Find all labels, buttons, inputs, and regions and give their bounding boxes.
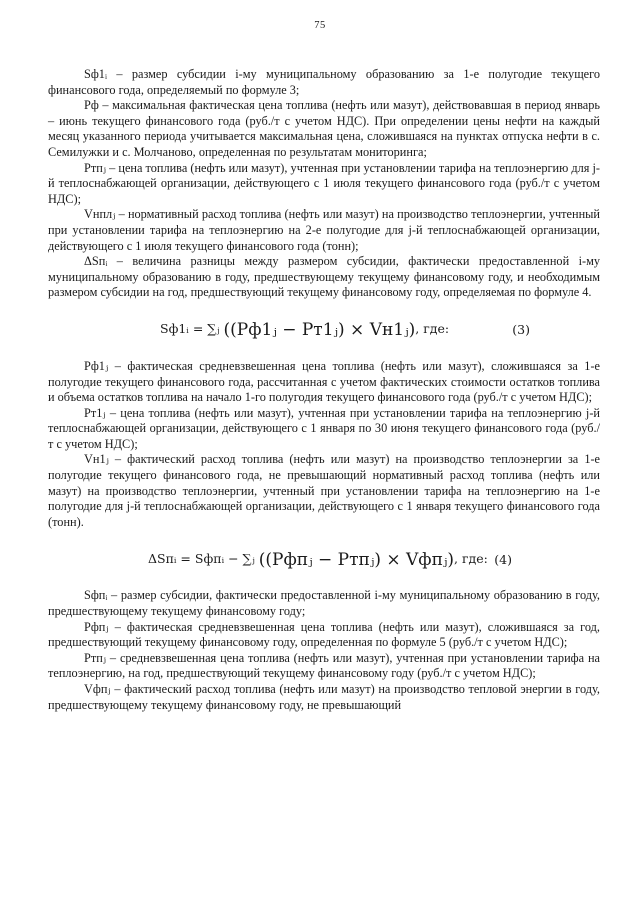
term: Pфпⱼ xyxy=(84,619,109,634)
definition-vnpl xyxy=(48,207,600,254)
formula-3-equals: = xyxy=(192,321,204,337)
definition-delta-sp xyxy=(48,254,600,301)
definition-ptp xyxy=(48,161,600,208)
formula-3 xyxy=(48,301,600,359)
document-body xyxy=(48,67,600,713)
formula-4-expression xyxy=(148,551,488,569)
term: Pф xyxy=(84,98,99,113)
term: Sф1ᵢ xyxy=(84,67,107,81)
dash: – xyxy=(109,160,116,175)
definition-text: фактический расход топлива (нефть или мазут) на производство теплоэнергии за 1-е полугодие текущего финансового года, не превышающий нормативный расход топлива (нефть или мазут) на производство теплоэнергии, учтенный при установлении тарифа на теплоэнергию на 1-е полугодие для j-й теплоснабжающей организации, действующего с 1 января текущего финансового года (тонн). xyxy=(48,452,601,529)
term: Pт1ⱼ xyxy=(84,405,106,420)
term: ΔSпᵢ xyxy=(84,254,108,269)
formula-4-tail: , где: xyxy=(454,550,488,566)
term: Sфпᵢ xyxy=(84,588,108,603)
formula-4-number: (4) xyxy=(494,551,512,567)
term: Pтпⱼ xyxy=(84,650,107,665)
dash: – xyxy=(114,452,122,467)
definition-text: фактический расход топлива (нефть или мазут) на производство тепловой энергии в году, предшествующему текущему финансовому году, не превышающий xyxy=(48,682,600,712)
dash: – xyxy=(116,254,123,269)
dash: – xyxy=(111,588,118,603)
formula-3-expression xyxy=(160,321,449,339)
definition-pt1 xyxy=(48,406,600,453)
formula-4-first-term: Sфпᵢ xyxy=(194,550,225,566)
term: Vфпⱼ xyxy=(84,682,111,696)
definition-pf xyxy=(48,98,600,160)
formula-3-sum: ∑ⱼ xyxy=(207,321,220,337)
definition-pf1 xyxy=(48,359,600,406)
definition-text: размер субсидии, фактически предоставленной i-му муниципальному образованию в году, предшествующему текущему финансовому году; xyxy=(48,588,600,619)
term: Vн1ⱼ xyxy=(84,452,109,467)
dash: – xyxy=(114,619,121,634)
dash: – xyxy=(102,98,109,113)
definition-text: средневзвешенная цена топлива (нефть или мазут), учтенная при установлении тарифа на теплоэнергию, на год, предшествующий текущему финансовому году (руб./т с учетом НДС); xyxy=(48,650,600,681)
definition-text: нормативный расход топлива (нефть или мазут) на производство теплоэнергии, учтенный при установлении тарифа на теплоэнергию на 2-е полугодие для j-й теплоснабжающей организации, действующего с 1 июля текущего финансового года (тонн); xyxy=(48,207,600,253)
dash: – xyxy=(109,405,117,420)
dash: – xyxy=(118,207,125,222)
definition-sf1 xyxy=(48,67,600,98)
definition-text: фактическая средневзвешенная цена топлива (нефть или мазут), сложившаяся за 1-е полугодие текущего финансового года, рассчитанная с учетом фактических стоимости остатков топлива и объема остатков топлива на начало 1-го полугодия текущего финансового года (руб./т с учетом НДС); xyxy=(48,358,601,405)
formula-4-lhs: ΔSпᵢ xyxy=(148,550,177,566)
formula-3-tail: , где: xyxy=(415,321,450,337)
definition-pfp xyxy=(48,620,600,651)
definition-vfp xyxy=(48,682,600,713)
formula-3-lhs: Sф1ᵢ xyxy=(160,321,189,337)
formula-4 xyxy=(48,530,600,588)
formula-3-number: (3) xyxy=(512,322,530,338)
term: Vнплⱼ xyxy=(84,207,116,222)
term: Pф1ⱼ xyxy=(84,358,109,373)
formula-4-minus: − xyxy=(228,550,239,566)
formula-4-equals: = xyxy=(180,550,191,566)
dash: – xyxy=(116,67,123,81)
dash: – xyxy=(114,682,121,696)
formula-4-sum: ∑ⱼ xyxy=(242,550,255,566)
formula-3-body: ((Pф1ⱼ − Pт1ⱼ) × Vн1ⱼ) xyxy=(223,320,416,341)
definition-ptp-avg xyxy=(48,651,600,682)
definition-vn1 xyxy=(48,452,600,530)
term: Pтпⱼ xyxy=(84,160,107,175)
formula-4-body: ((Pфпⱼ − Pтпⱼ) × Vфпⱼ) xyxy=(258,549,455,570)
dash: – xyxy=(109,650,117,665)
dash: – xyxy=(114,358,121,373)
definition-text: величина разницы между размером субсидии, фактически предоставленной i-му муниципальному образованию в году, предшествующему текущему финансовому году, и необходимым размером субсидии на год, предшествующий текущему финансовому году, определяемая по формуле 4. xyxy=(48,254,601,300)
definition-sfp xyxy=(48,588,600,619)
definition-text: размер субсидии i-му муниципальному образованию за 1-е полугодие текущего финансового года, определяемый по формуле 3; xyxy=(48,67,601,97)
page-number: 75 xyxy=(314,20,326,31)
definition-text: цена топлива (нефть или мазут), учтенная при установлении тарифа на теплоэнергию для j-й теплоснабжающей организации, действующего с 1 июля текущего финансового года (руб./т с учетом НДС); xyxy=(48,160,600,206)
definition-text: фактическая средневзвешенная цена топлива (нефть или мазут), сложившаяся за год, предшествующий текущему финансовому году, определенная по формуле 5 (руб./т с учетом НДС); xyxy=(48,619,601,650)
definition-text: максимальная фактическая цена топлива (нефть или мазут), действовавшая в период январь – июнь текущего финансового года (руб./т с учетом НДС). При определении цены нефти на каждый месяц указанного периода учитывается максимальная цена, сложившаяся на пунктах отпуска нефти в с. Семилужки и с. Молчаново, определенная по результатам мониторинга; xyxy=(48,98,600,159)
definition-text: цена топлива (нефть или мазут), учтенная при установлении тарифа на теплоэнергию j-й теплоснабжающей организации, действующего с 1 января по 30 июня текущего финансового года (руб./т с учетом НДС); xyxy=(48,405,601,451)
